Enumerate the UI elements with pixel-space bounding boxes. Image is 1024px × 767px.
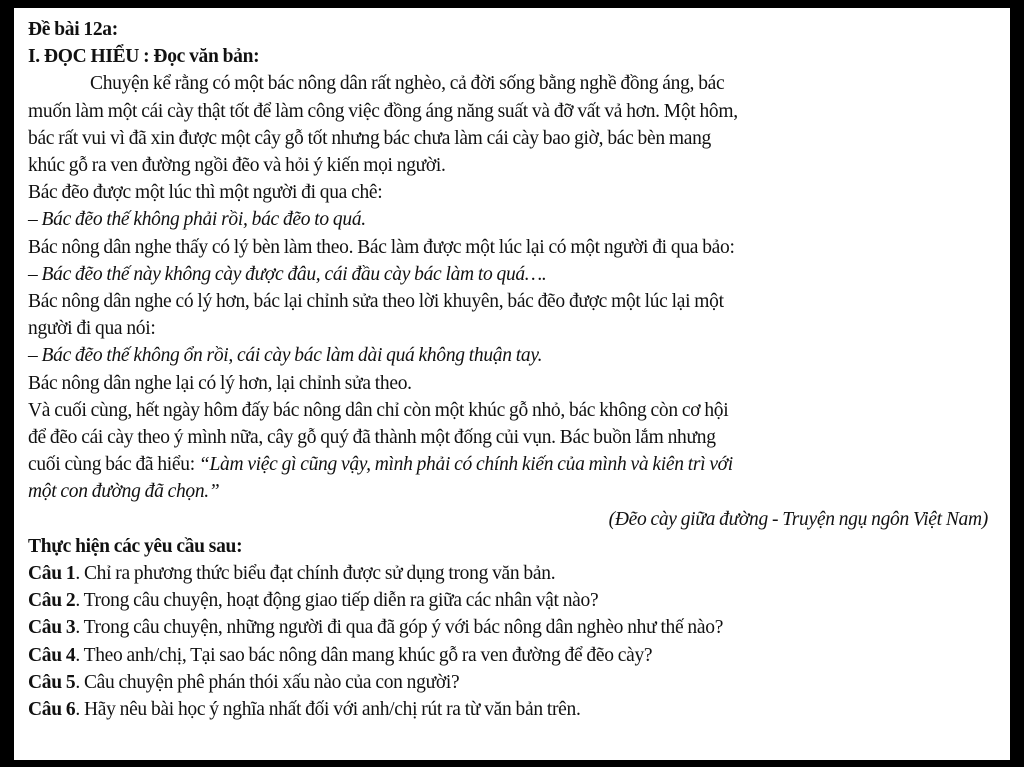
question-label: Câu 2 [28,590,76,612]
passage-source: (Đẽo cày giữa đường - Truyện ngụ ngôn Việt Nam) [608,508,988,530]
passage-line: bác rất vui vì đã xin được một cây gỗ tốt nhưng bác chưa làm cái cày bao giờ, bác bèn mang [28,127,712,149]
question-item [28,642,996,669]
document-page [14,8,1010,760]
passage-line: muốn làm một cái cày thật tốt để làm công việc đồng áng năng suất và đỡ vất vả hơn. Một hôm, [28,100,738,122]
question-item [28,696,996,723]
question-text: . Câu chuyện phê phán thói xấu nào của con người? [75,671,460,693]
question-item [28,560,996,587]
passage-line: Bác nông dân nghe lại có lý hơn, lại chỉnh sửa theo. [28,372,412,394]
passage-line: Bác nông dân nghe thấy có lý bèn làm theo. Bác làm được một lúc lại có một người đi qua bảo: [28,236,735,258]
question-label: Câu 1 [28,563,76,585]
passage-line: Bác nông dân nghe có lý hơn, bác lại chỉnh sửa theo lời khuyên, bác đẽo được một lúc lại một [28,291,724,313]
passage-line: để đẽo cái cày theo ý mình nữa, cây gỗ quý đã thành một đống củi vụn. Bác buồn lắm nhưng [28,427,716,449]
question-text: . Theo anh/chị, Tại sao bác nông dân mang khúc gỗ ra ven đường để đẽo cày? [75,644,653,666]
question-text: . Hãy nêu bài học ý nghĩa nhất đối với anh/chị rút ra từ văn bản trên. [75,699,581,721]
passage-text: cuối cùng bác đã hiểu: [28,454,199,476]
question-label: Câu 4 [28,644,76,666]
exercise-title: Đề bài 12a: [28,19,118,40]
question-text: . Chỉ ra phương thức biểu đạt chính được sử dụng trong văn bản. [75,563,556,585]
tasks-heading: Thực hiện các yêu cầu sau: [28,535,243,557]
question-label: Câu 3 [28,617,76,639]
passage-line [28,451,996,478]
passage-line: người đi qua nói: [28,318,156,340]
question-label: Câu 5 [28,671,76,693]
moral-quote: “Làm việc gì cũng vậy, mình phải có chính kiến của mình và kiên trì với [198,454,733,476]
question-label: Câu 6 [28,699,76,721]
passage-line: Và cuối cùng, hết ngày hôm đấy bác nông dân chỉ còn một khúc gỗ nhỏ, bác không còn cơ hội [28,399,729,421]
question-item [28,587,996,614]
passage-line: Bác đẽo được một lúc thì một người đi qua chê: [28,182,383,204]
passage-dialogue: – Bác đẽo thế không ổn rồi, cái cày bác làm dài quá không thuận tay. [28,345,543,367]
question-item [28,614,996,641]
passage-line: Chuyện kể rằng có một bác nông dân rất nghèo, cả đời sống bằng nghề đồng áng, bác [90,73,725,95]
passage-line: khúc gỗ ra ven đường ngồi đẽo và hỏi ý kiến mọi người. [28,155,446,177]
question-text: . Trong câu chuyện, những người đi qua đã góp ý với bác nông dân nghèo như thế nào? [75,617,724,639]
passage-dialogue: – Bác đẽo thế không phải rồi, bác đẽo to quá. [28,209,366,231]
document-content [28,16,996,723]
moral-quote-end: một con đường đã chọn.” [28,481,220,503]
passage-dialogue: – Bác đẽo thế này không cày được đâu, cái đầu cày bác làm to quá…. [28,263,547,285]
question-item [28,669,996,696]
section-heading: I. ĐỌC HIỂU : Đọc văn bản: [28,46,260,68]
question-text: . Trong câu chuyện, hoạt động giao tiếp diễn ra giữa các nhân vật nào? [75,590,599,612]
